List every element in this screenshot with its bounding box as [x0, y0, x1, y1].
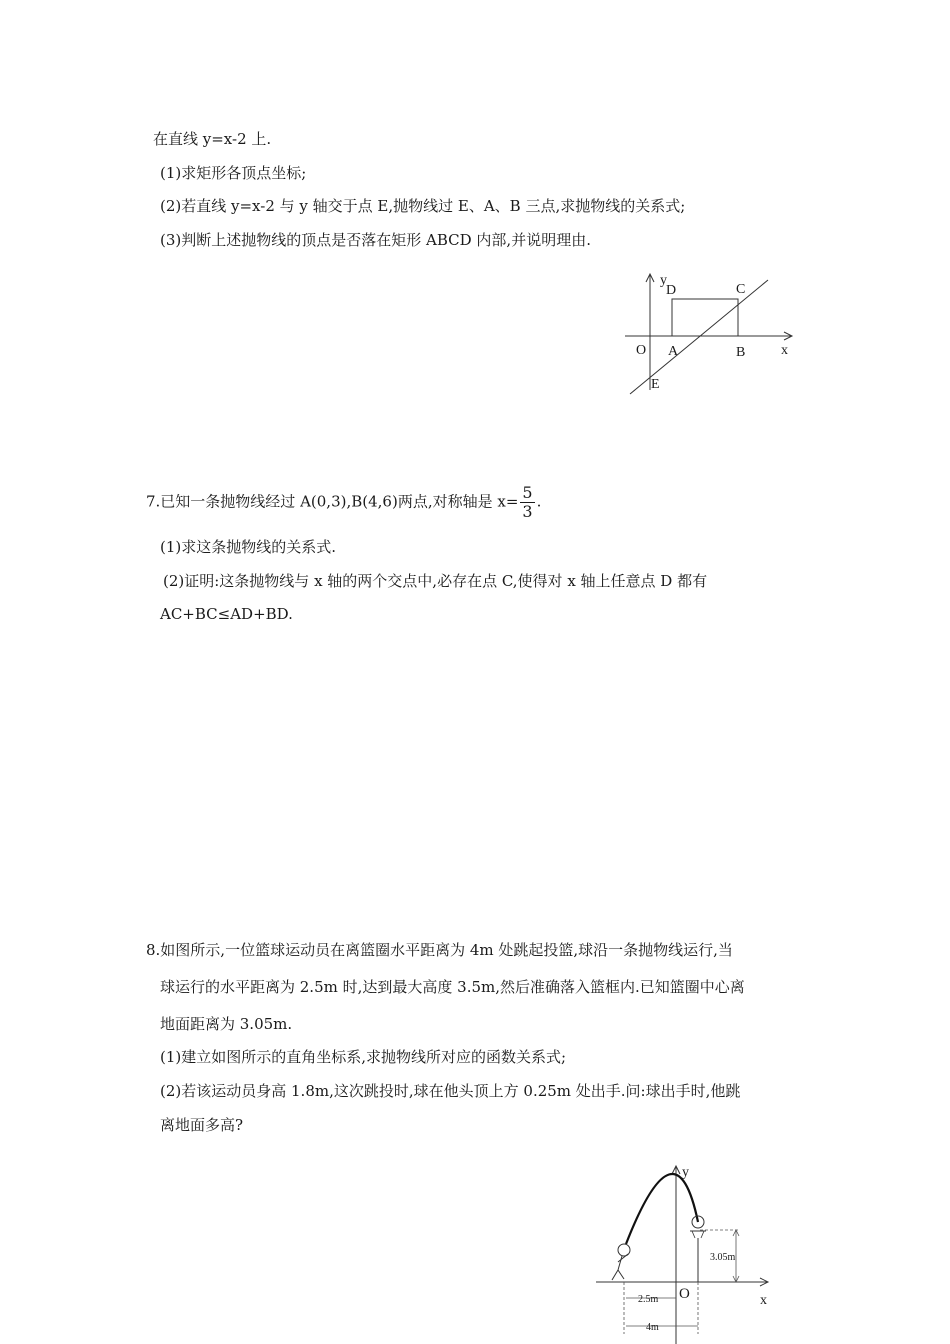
p7-stem: [146, 484, 541, 521]
p6-label-B: B: [736, 345, 746, 360]
p8-stem-line-2: 球运行的水平距离为 2.5m 时,达到最大高度 3.5m,然后准确落入篮框内.已知篮圈中心离: [160, 978, 745, 996]
p7-question-2: (2)证明:这条抛物线与 x 轴的两个交点中,必存在点 C,使得对 x 轴上任意点 D 都有: [163, 572, 708, 590]
p6-label-C: C: [736, 282, 746, 297]
p8-label-height: 3.05m: [710, 1252, 736, 1263]
p8-label-x: x: [760, 1293, 767, 1308]
p7-question-1: (1)求这条抛物线的关系式.: [160, 538, 337, 556]
p8-label-dist-4: 4m: [646, 1322, 659, 1333]
p7-stem-text: 7.已知一条抛物线经过 A(0,3),B(4,6)两点,对称轴是 x=: [146, 492, 519, 511]
p7-question-2-cont: AC+BC≤AD+BD.: [160, 605, 293, 623]
p6-question-1: (1)求矩形各顶点坐标;: [160, 164, 307, 182]
p8-question-2-cont: 离地面多高?: [160, 1116, 244, 1134]
p6-label-E: E: [651, 377, 660, 392]
p8-label-y: y: [682, 1165, 689, 1180]
p6-label-y: y: [660, 273, 667, 288]
p6-label-O: O: [636, 343, 647, 358]
p8-question-2: (2)若该运动员身高 1.8m,这次跳投时,球在他头顶上方 0.25m 处出手.问:球出手时,他跳: [160, 1082, 741, 1100]
p6-question-2: (2)若直线 y=x-2 与 y 轴交于点 E,抛物线过 E、A、B 三点,求抛物线的关系式;: [160, 197, 686, 215]
p6-question-3: (3)判断上述抛物线的顶点是否落在矩形 ABCD 内部,并说明理由.: [160, 231, 591, 249]
p8-label-dist-2-5: 2.5m: [638, 1294, 659, 1305]
p8-question-1: (1)建立如图所示的直角坐标系,求抛物线所对应的函数关系式;: [160, 1048, 567, 1066]
p7-stem-end: .: [536, 492, 542, 511]
p7-fraction: [520, 484, 534, 521]
p7-fraction-denominator: 3: [522, 502, 533, 521]
p6-label-D: D: [666, 283, 677, 298]
p6-intro: 在直线 y=x-2 上.: [153, 130, 272, 148]
p6-label-A: A: [668, 344, 679, 359]
p6-label-x: x: [781, 343, 788, 358]
p8-stem-line-1: 8.如图所示,一位篮球运动员在离篮圈水平距离为 4m 处跳起投篮,球沿一条抛物线运行,当: [146, 941, 733, 959]
p6-figure-rectangle-diagram: [620, 268, 800, 398]
p8-stem-line-3: 地面距离为 3.05m.: [160, 1015, 293, 1033]
p8-figure-basketball-diagram: [596, 1158, 776, 1338]
p7-fraction-numerator: 5: [522, 483, 533, 502]
p8-label-O: O: [679, 1286, 690, 1302]
